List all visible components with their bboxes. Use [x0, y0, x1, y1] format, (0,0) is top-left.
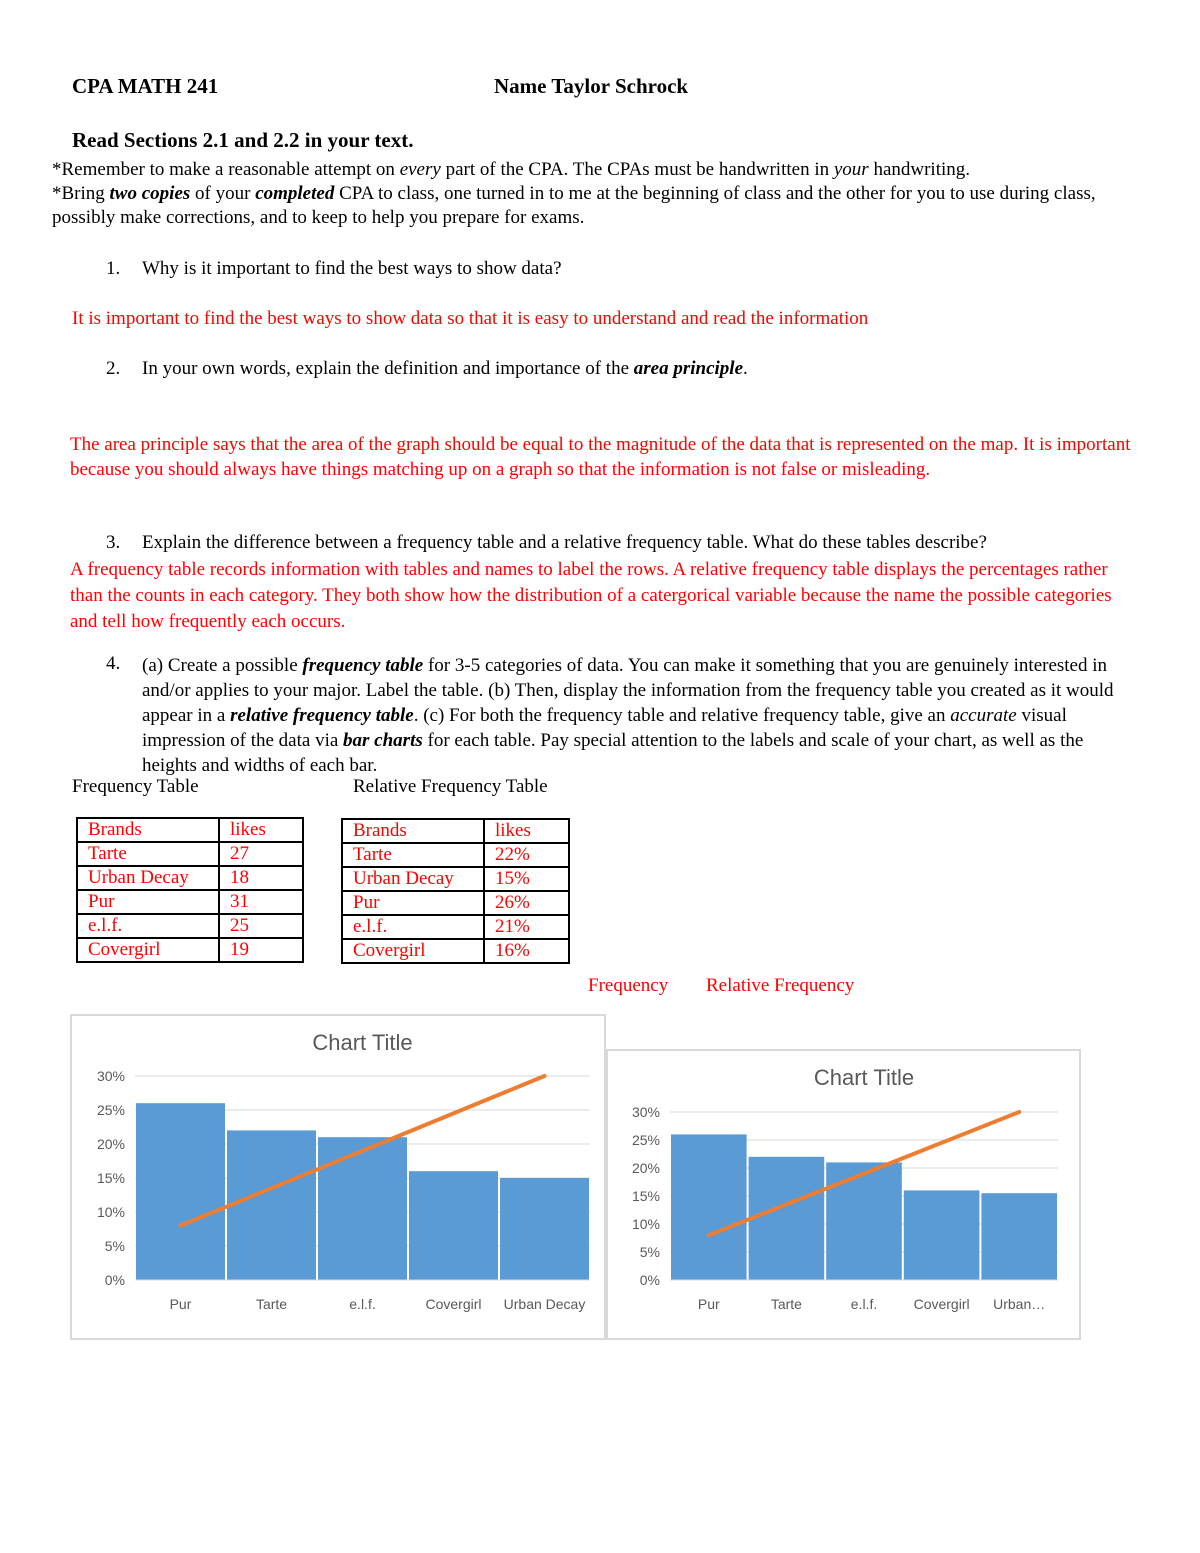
table-cell: likes	[484, 819, 569, 843]
chart-frequency	[70, 1014, 606, 1340]
a1-text: It is important to find the best ways to show data so that it is easy to understand and read the information	[72, 308, 869, 329]
table-cell: Tarte	[342, 843, 484, 867]
chart-relative-frequency	[606, 1049, 1081, 1340]
q3-number: 3.	[106, 532, 121, 553]
frequency-table-caption: Frequency Table	[72, 776, 199, 797]
y-tick-label: 15%	[96, 1170, 125, 1186]
bar	[318, 1137, 407, 1280]
x-tick-label: e.l.f.	[349, 1296, 376, 1312]
table-cell: Pur	[342, 891, 484, 915]
table-row	[342, 939, 569, 963]
table-cell: Covergirl	[342, 939, 484, 963]
y-tick-label: 10%	[96, 1204, 125, 1220]
table-cell: 27	[219, 842, 303, 866]
student-name: Name Taylor Schrock	[494, 74, 689, 98]
q4-text: (a) Create a possible frequency table for 3-5 categories of data. You can make it something that you are genuinely interested in and/or applies to your major. Label the table. (b) Then, display the information from the frequency table you created as it would appear in a relative frequency table. (c) For both the frequency table and relative frequency table, give an accurate visual impression of the data via bar charts for each table. Pay special attention to the labels and scale of your chart, as well as the heights and widths of each bar.	[142, 655, 1114, 776]
bar	[826, 1162, 902, 1280]
chart-relative-frequency-svg	[608, 1051, 1079, 1338]
x-tick-label: Pur	[697, 1296, 720, 1312]
table-cell: Brands	[342, 819, 484, 843]
x-tick-label: Pur	[169, 1296, 192, 1312]
table-cell: Brands	[77, 818, 219, 842]
relative-frequency-table-caption: Relative Frequency Table	[353, 776, 548, 797]
table-cell: Pur	[77, 890, 219, 914]
frequency-table	[76, 817, 304, 963]
x-tick-label: Covergirl	[913, 1296, 970, 1312]
table-cell: 18	[219, 866, 303, 890]
table-cell: e.l.f.	[77, 914, 219, 938]
bar	[904, 1190, 980, 1280]
note-1: *Remember to make a reasonable attempt on every part of the CPA. The CPAs must be handwritten in your handwriting.	[52, 159, 971, 180]
bar	[749, 1157, 825, 1280]
table-cell: 15%	[484, 867, 569, 891]
y-tick-label: 0%	[639, 1272, 660, 1288]
note-2-continued: possibly make corrections, and to keep to help you prepare for exams.	[52, 207, 585, 228]
y-tick-label: 5%	[639, 1244, 660, 1260]
table-row	[77, 914, 303, 938]
y-tick-label: 30%	[96, 1068, 125, 1084]
x-tick-label: Urban Decay	[503, 1296, 586, 1312]
bar	[227, 1130, 316, 1280]
x-tick-label: e.l.f.	[850, 1296, 878, 1312]
table-cell: 22%	[484, 843, 569, 867]
a3-text: A frequency table records information with tables and names to label the rows. A relative frequency table displays the percentages rather than the counts in each category. They both show how the distribution of a catergorical variable because the name the possible categories and tell how frequently each occurs.	[70, 559, 1112, 632]
chart-title: Chart Title	[813, 1065, 915, 1090]
bar	[500, 1178, 589, 1280]
table-row	[342, 891, 569, 915]
reading-assignment: Read Sections 2.1 and 2.2 in your text.	[72, 128, 414, 152]
chart-label-frequency: Frequency	[588, 975, 669, 996]
bar	[136, 1103, 225, 1280]
chart-label-relative-frequency: Relative Frequency	[706, 975, 855, 996]
table-row	[342, 915, 569, 939]
table-cell: 19	[219, 938, 303, 962]
y-tick-label: 10%	[631, 1216, 660, 1232]
table-row	[77, 890, 303, 914]
x-tick-label: Covergirl	[425, 1296, 482, 1312]
table-cell: 31	[219, 890, 303, 914]
table-cell: likes	[219, 818, 303, 842]
table-row	[77, 818, 303, 842]
x-tick-label: Tarte	[770, 1296, 802, 1312]
table-cell: 25	[219, 914, 303, 938]
table-row	[342, 819, 569, 843]
q1-text: Why is it important to find the best ways to show data?	[142, 258, 562, 279]
q2-text: In your own words, explain the definition and importance of the area principle.	[142, 358, 748, 379]
table-cell: e.l.f.	[342, 915, 484, 939]
x-tick-label: Urban…	[993, 1296, 1046, 1312]
relative-frequency-table	[341, 818, 570, 964]
table-row	[77, 842, 303, 866]
table-cell: Urban Decay	[77, 866, 219, 890]
chart-frequency-svg	[72, 1016, 604, 1338]
y-tick-label: 0%	[104, 1272, 125, 1288]
chart-title: Chart Title	[312, 1030, 413, 1055]
bar	[981, 1193, 1057, 1280]
table-cell: 26%	[484, 891, 569, 915]
table-row	[342, 843, 569, 867]
y-tick-label: 20%	[96, 1136, 125, 1152]
table-cell: 21%	[484, 915, 569, 939]
table-row	[77, 866, 303, 890]
y-tick-label: 25%	[631, 1132, 660, 1148]
y-tick-label: 30%	[631, 1104, 660, 1120]
a2-text: The area principle says that the area of the graph should be equal to the magnitude of the data that is represented on the map. It is important because you should always have things matching up on a graph so that the information is not false or misleading.	[70, 434, 1131, 480]
table-cell: Tarte	[77, 842, 219, 866]
course-title: CPA MATH 241	[72, 74, 219, 98]
table-row	[77, 938, 303, 962]
x-tick-label: Tarte	[255, 1296, 288, 1312]
y-tick-label: 25%	[96, 1102, 125, 1118]
y-tick-label: 20%	[631, 1160, 660, 1176]
y-tick-label: 15%	[631, 1188, 660, 1204]
q4-number: 4.	[106, 653, 121, 674]
table-cell: Covergirl	[77, 938, 219, 962]
table-cell: Urban Decay	[342, 867, 484, 891]
q1-number: 1.	[106, 258, 121, 279]
table-cell: 16%	[484, 939, 569, 963]
q3-text: Explain the difference between a frequency table and a relative frequency table. What do these tables describe?	[142, 532, 987, 553]
bar	[671, 1134, 747, 1280]
table-row	[342, 867, 569, 891]
y-tick-label: 5%	[104, 1238, 125, 1254]
q2-number: 2.	[106, 358, 121, 379]
bar	[409, 1171, 498, 1280]
note-2: *Bring two copies of your completed CPA to class, one turned in to me at the beginning of class and the other for you to use during class,	[52, 183, 1096, 204]
